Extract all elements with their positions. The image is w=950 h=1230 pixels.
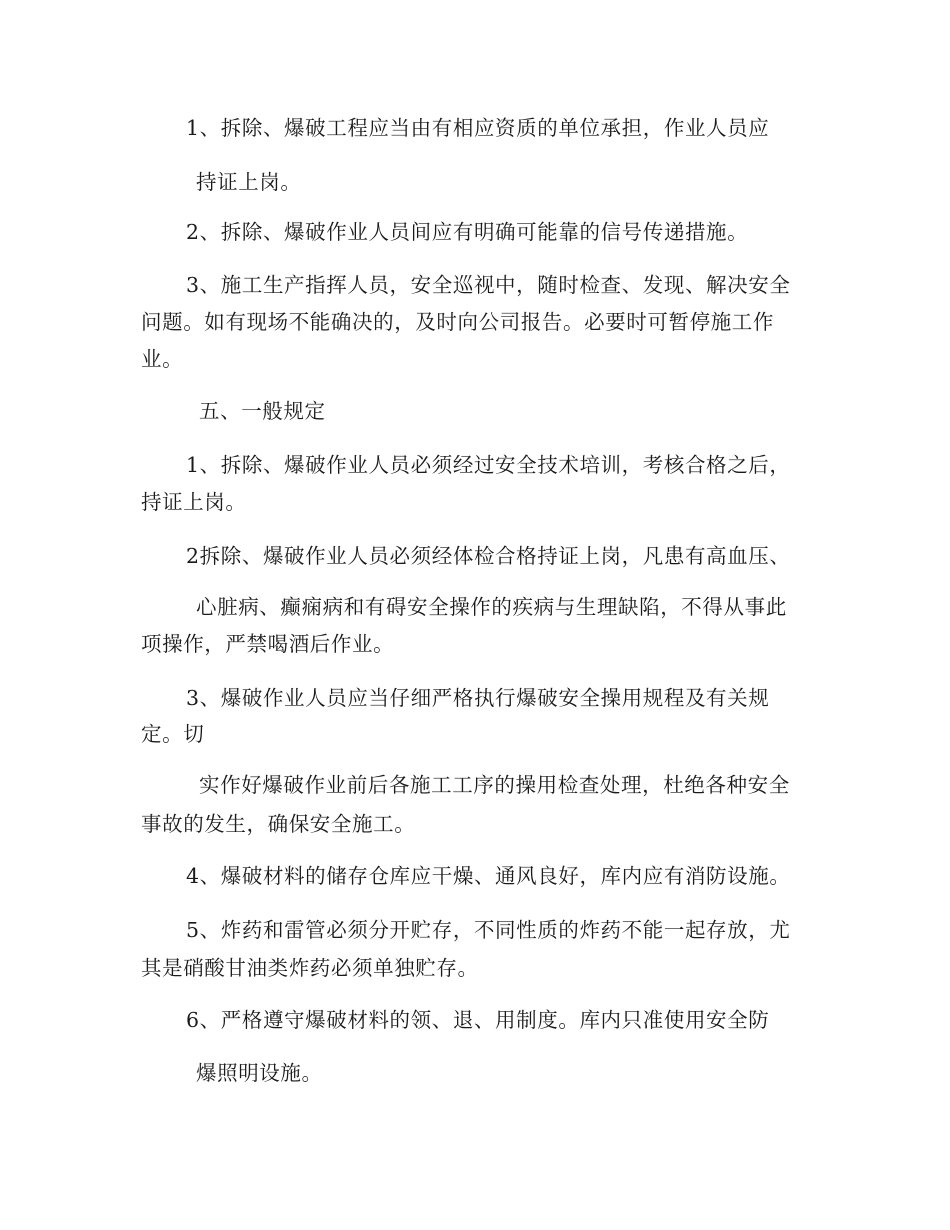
paragraph-line: 5、炸药和雷管必须分开贮存，不同性质的炸药不能一起存放，尤 bbox=[186, 918, 791, 942]
paragraph-line: 3、施工生产指挥人员，安全巡视中，随时检查、发现、解决安全 bbox=[186, 273, 791, 297]
paragraph-line: 其是硝酸甘油类炸药必须单独贮存。 bbox=[141, 956, 479, 980]
paragraph-line: 持证上岗。 bbox=[196, 170, 302, 194]
paragraph-line: 6、严格遵守爆破材料的领、退、用制度。库内只准使用安全防 bbox=[186, 1008, 770, 1032]
paragraph-line: 问题。如有现场不能确决的，及时向公司报告。必要时可暂停施工作 bbox=[141, 310, 774, 334]
paragraph-line: 心脏病、癫痫病和有碍安全操作的疾病与生理缺陷，不得从事此 bbox=[196, 595, 787, 619]
paragraph-line: 2拆除、爆破作业人员必须经体检合格持证上岗，凡患有高血压、 bbox=[186, 544, 791, 568]
paragraph-line: 3、爆破作业人员应当仔细严格执行爆破安全操用规程及有关规 bbox=[186, 686, 770, 710]
paragraph-line: 实作好爆破作业前后各施工工序的操用检查处理，杜绝各种安全 bbox=[199, 773, 790, 797]
paragraph-line: 4、爆破材料的储存仓库应干燥、通风良好，库内应有消防设施。 bbox=[186, 864, 791, 888]
paragraph-line: 业。 bbox=[141, 347, 184, 371]
paragraph-line: 1、拆除、爆破工程应当由有相应资质的单位承担，作业人员应 bbox=[186, 116, 770, 140]
paragraph-line: 定。切 bbox=[141, 722, 205, 746]
paragraph-line: 爆照明设施。 bbox=[196, 1061, 323, 1085]
paragraph-line: 项操作，严禁喝酒后作业。 bbox=[141, 632, 395, 656]
section-heading: 五、一般规定 bbox=[199, 399, 326, 423]
paragraph-line: 2、拆除、爆破作业人员间应有明确可能靠的信号传递措施。 bbox=[186, 220, 749, 244]
paragraph-line: 持证上岗。 bbox=[141, 490, 247, 514]
paragraph-line: 1、拆除、爆破作业人员必须经过安全技术培训，考核合格之后， bbox=[186, 453, 791, 477]
paragraph-line: 事故的发生，确保安全施工。 bbox=[141, 812, 416, 836]
